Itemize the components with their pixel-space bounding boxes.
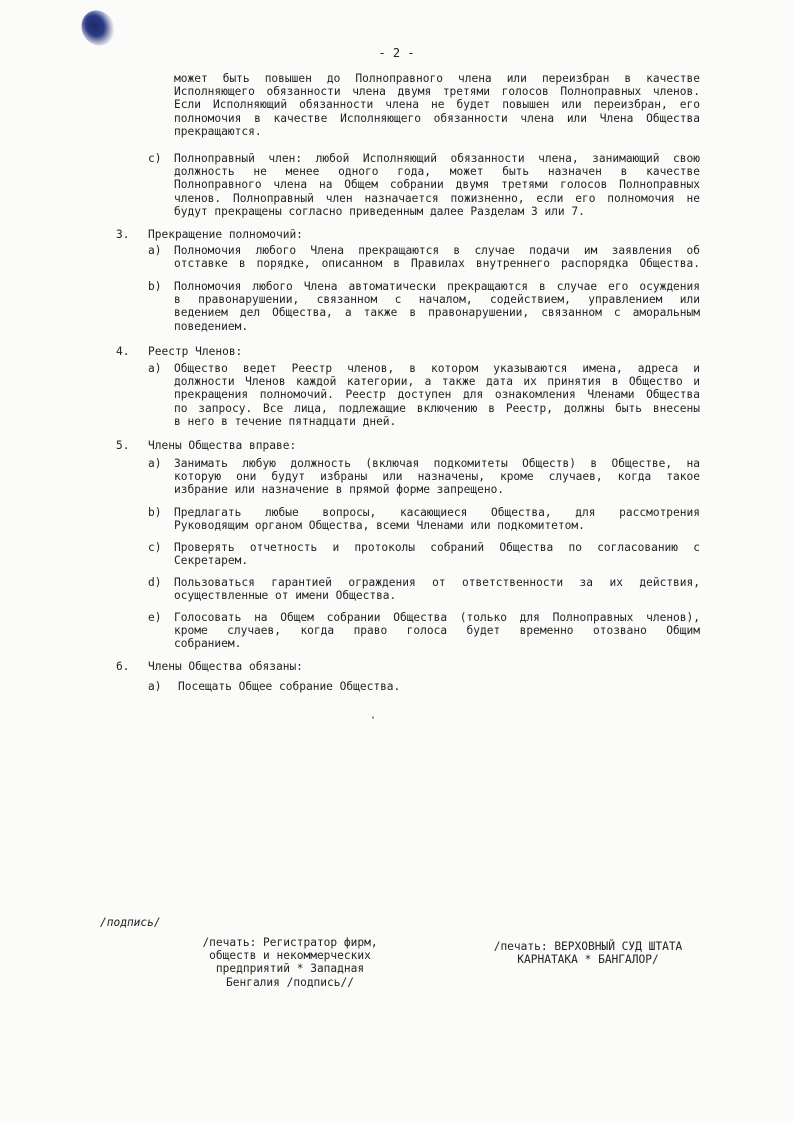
section-3-number: 3. — [116, 228, 130, 241]
text-line: Голосовать на Общем собрании Общества (только для Полноправных членов), — [174, 611, 700, 624]
paper-speck — [372, 716, 374, 719]
section-4-number: 4. — [116, 345, 130, 358]
section-5-b-marker: b) — [148, 506, 162, 519]
section-3-a-marker: a) — [148, 244, 162, 257]
stamp-line: КАРНАТАКА * БАНГАЛОР/ — [517, 953, 659, 967]
intro-paragraph — [174, 72, 700, 138]
text-line: собранием. — [174, 637, 242, 651]
section-5-c-paragraph — [174, 541, 700, 567]
text-line: в него в течение пятнадцати дней. — [174, 414, 397, 428]
text-line: членов. Полноправный член назначается пожизненно, если его полномочия не — [174, 191, 700, 205]
text-line: полномочия в качестве Исполняющего обязанности члена или Члена Общества — [174, 111, 700, 125]
section-6-a-marker: a) — [148, 680, 162, 693]
section-5-e-paragraph — [174, 611, 700, 651]
text-line: по запросу. Все лица, подлежащие включению в Реестр, должны быть внесены — [174, 401, 700, 415]
item-c-marker: c) — [148, 152, 162, 165]
text-line: Руководящим органом Общества, всеми Членами или подкомитетом. — [174, 519, 585, 533]
text-line: Предлагать любые вопросы, касающиеся Общества, для рассмотрения — [174, 506, 700, 519]
text-line: Полномочия любого Члена автоматически прекращаются в случае его осуждения — [174, 280, 700, 293]
section-5-a-paragraph — [174, 457, 700, 497]
text-line: Исполняющего обязанности члена двумя третями голосов Полноправных членов. — [174, 85, 700, 99]
text-line: Если Исполняющий обязанности члена не будет повышен или переизбран, его — [174, 98, 700, 112]
section-4-a-marker: a) — [148, 362, 162, 375]
section-3-title: Прекращение полномочий: — [148, 228, 303, 241]
text-line: Полномочия любого Члена прекращаются в случае подачи им заявления об — [174, 244, 700, 257]
stamp-line: /печать: ВЕРХОВНЫЙ СУД ШТАТА — [493, 940, 683, 953]
section-5-e-marker: e) — [148, 611, 162, 624]
section-5-a-marker: a) — [148, 457, 162, 470]
stamp-line: /печать: Регистратор фирм, — [202, 936, 378, 949]
text-line: должности Членов каждой категории, а также дата их принятия в Общество и — [174, 375, 700, 389]
text-line: ведением дел Общества, а также в правонарушении, связанном с аморальным — [174, 306, 700, 320]
text-line: должность не менее одного года, может быть назначен в качестве — [174, 165, 700, 179]
section-6-title: Члены Общества обязаны: — [148, 660, 303, 673]
ink-blot — [75, 4, 121, 51]
page-number: - 2 - — [378, 46, 415, 60]
section-3-a-paragraph — [174, 244, 700, 270]
section-4-a-paragraph — [174, 362, 700, 428]
section-5-d-paragraph — [174, 576, 700, 602]
text-line: Проверять отчетность и протоколы собраний Общества по согласованию с — [174, 541, 700, 554]
section-5-c-marker: c) — [148, 541, 162, 554]
stamp-left — [190, 936, 390, 989]
text-line: которую они будут избраны или назначены, кроме случаев, когда такое — [174, 470, 700, 484]
section-5-b-paragraph — [174, 506, 700, 532]
section-4-title: Реестр Членов: — [148, 345, 243, 358]
section-5-number: 5. — [116, 439, 130, 452]
section-5-d-marker: d) — [148, 576, 162, 589]
section-6-a-text: Посещать Общее собрание Общества. — [178, 680, 401, 693]
text-line: может быть повышен до Полноправного члена или переизбран в качестве — [174, 72, 700, 85]
text-line: прекращения полномочий. Реестр доступен для ознакомления Членами Общества — [174, 388, 700, 402]
text-line: Общество ведет Реестр членов, в котором указываются имена, адреса и — [174, 362, 700, 375]
text-line: Пользоваться гарантией ограждения от ответственности за их действия, — [174, 576, 700, 589]
text-line: в правонарушении, связанном с началом, содействием, управлением или — [174, 293, 700, 307]
text-line: Полноправного члена на Общем собрании двумя третями голосов Полноправных — [174, 178, 700, 192]
text-line: отставке в порядке, описанном в Правилах внутреннего распорядка Общества. — [174, 257, 700, 271]
section-5-title: Члены Общества вправе: — [148, 439, 297, 452]
text-line: осуществленные от имени Общества. — [174, 589, 397, 603]
section-6-number: 6. — [116, 660, 130, 673]
text-line: Секретарем. — [174, 554, 249, 568]
section-3-b-paragraph — [174, 280, 700, 333]
text-line: избрание или назначение в прямой форме запрещено. — [174, 483, 505, 497]
text-line: поведением. — [174, 319, 249, 333]
section-3-b-marker: b) — [148, 280, 162, 293]
signature-note: /подпись/ — [100, 916, 161, 929]
text-line: кроме случаев, когда право голоса будет временно отозвано Общим — [174, 624, 700, 638]
text-line: Занимать любую должность (включая подкомитеты Обществ) в Обществе, на — [174, 457, 700, 470]
text-line: прекращаются. — [174, 124, 262, 138]
stamp-line: Бенгалия /подпись// — [226, 975, 354, 989]
stamp-line: предприятий * Западная — [215, 962, 365, 976]
text-line: будут прекращены согласно приведенным далее Разделам 3 или 7. — [174, 204, 585, 218]
text-line: Полноправный член: любой Исполняющий обязанности члена, занимающий свою — [174, 152, 700, 165]
stamp-right — [478, 940, 698, 966]
item-c-paragraph — [174, 152, 700, 218]
stamp-line: обществ и некоммерческих — [209, 949, 371, 963]
